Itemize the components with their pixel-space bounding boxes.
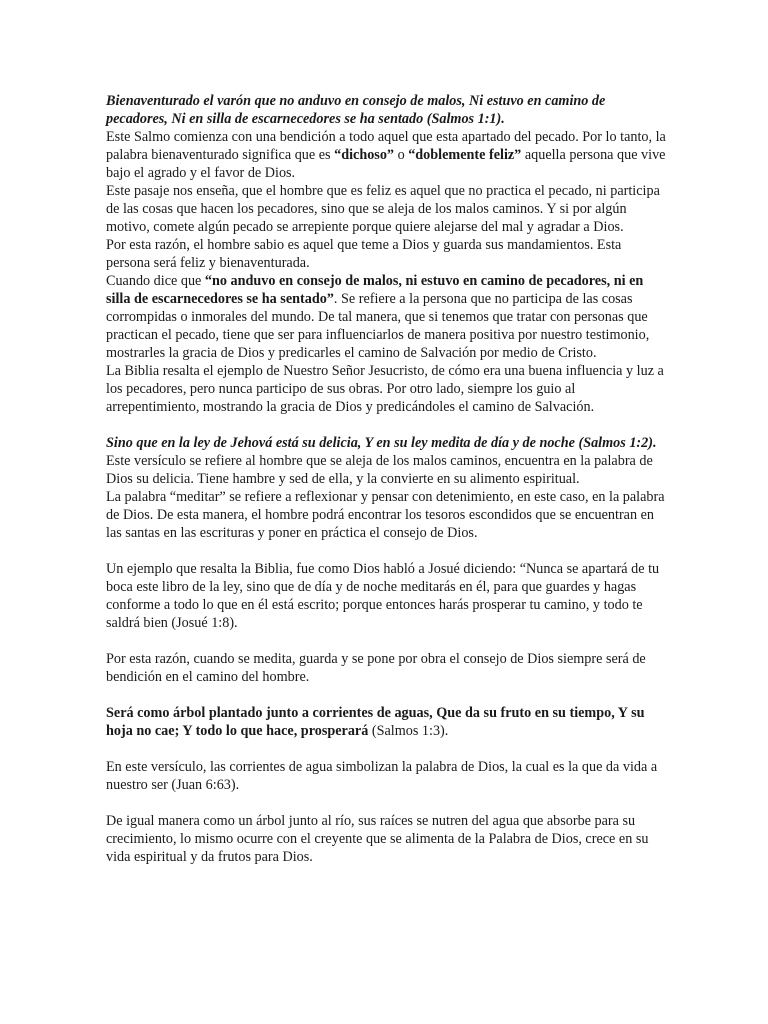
paragraph-gap [106, 632, 668, 650]
text-run: Cuando dice que [106, 273, 205, 289]
text-run: Por esta razón, cuando se medita, guarda y se pone por obra el consejo de Dios siempre será de bendición en el camino del hombre. [106, 651, 646, 685]
text-run: o [394, 147, 409, 163]
paragraph-gap [106, 794, 668, 812]
text-run: En este versículo, las corrientes de agua simbolizan la palabra de Dios, la cual es la que da vida a nuestro ser (Juan 6:63). [106, 759, 658, 793]
paragraph-p12 [106, 704, 668, 740]
paragraph-p14 [106, 812, 668, 866]
text-run: Este Salmo comienza con una bendición a todo aquel que esta apartado del pecado. Por lo tanto, la palabra bienaventurado significa que es [106, 129, 666, 163]
text-run: “dichoso” [334, 147, 395, 163]
text-run: Un ejemplo que resalta la Biblia, fue como Dios habló a Josué diciendo: “Nunca se apartará de tu boca este libro de la ley, sino que de día y de noche meditarás en él, para que guardes y hagas conforme a todo lo que en él está escrito; porque entonces harás prosperar tu camino, y todo te saldrá bien (Josué 1:8). [106, 561, 660, 631]
paragraph-p5 [106, 272, 668, 362]
paragraph-gap [106, 740, 668, 758]
paragraph-p4 [106, 236, 668, 272]
text-run: (Salmos 1:3). [368, 723, 449, 739]
paragraph-gap [106, 686, 668, 704]
paragraph-p10 [106, 560, 668, 632]
paragraph-p13 [106, 758, 668, 794]
text-run: . Se refiere a la persona que no participa de las cosas corrompidas o inmorales del mundo. De tal manera, que si tenemos que tratar con personas que practican el pecado, tiene que ser para influenciarlos de manera positiva por nuestro testimonio, mostrarles la gracia de Dios y predicarles el camino de Salvación por medio de Cristo. [106, 291, 650, 361]
text-run: De igual manera como un árbol junto al río, sus raíces se nutren del agua que absorbe para su crecimiento, lo mismo ocurre con el creyente que se alimenta de la Palabra de Dios, crece en su vida espiritual y da frutos para Dios. [106, 813, 649, 865]
text-run: Sino que en la ley de Jehová está su delicia, Y en su ley medita de día y de noche (Salmos 1:2). [106, 435, 657, 451]
paragraph-p7 [106, 434, 668, 452]
text-run: “doblemente feliz” [408, 147, 522, 163]
text-run: Este versículo se refiere al hombre que se aleja de los malos caminos, encuentra en la palabra de Dios su delicia. Tiene hambre y sed de ella, y la convierte en su alimento espiritual. [106, 453, 653, 487]
paragraph-p1 [106, 92, 668, 128]
paragraph-p3 [106, 182, 668, 236]
paragraph-p8 [106, 452, 668, 488]
text-run: La palabra “meditar” se refiere a reflexionar y pensar con detenimiento, en este caso, en la palabra de Dios. De esta manera, el hombre podrá encontrar los tesoros escondidos que se encuentran en las santas en las escrituras y poner en práctica el consejo de Dios. [106, 489, 665, 541]
paragraph-p9 [106, 488, 668, 542]
text-run: Será como árbol plantado junto a corrientes de aguas, Que da su fruto en su tiempo, Y su hoja no cae; Y todo lo que hace, prosperará [106, 705, 645, 739]
text-run: aquella persona que vive bajo el agrado y el favor de Dios. [106, 147, 666, 181]
paragraph-p6 [106, 362, 668, 416]
paragraph-gap [106, 542, 668, 560]
paragraph-p11 [106, 650, 668, 686]
paragraph-gap [106, 416, 668, 434]
text-run: Por esta razón, el hombre sabio es aquel que teme a Dios y guarda sus mandamientos. Esta persona será feliz y bienaventurada. [106, 237, 622, 271]
text-run: La Biblia resalta el ejemplo de Nuestro Señor Jesucristo, de cómo era una buena influencia y luz a los pecadores, pero nunca participo de sus obras. Por otro lado, siempre los guio al arrepentimiento, mostrando la gracia de Dios y predicándoles el camino de Salvación. [106, 363, 664, 415]
paragraph-p2 [106, 128, 668, 182]
text-run: “no anduvo en consejo de malos, ni estuvo en camino de pecadores, ni en silla de escarnecedores se ha sentado” [106, 273, 644, 307]
text-run: Este pasaje nos enseña, que el hombre que es feliz es aquel que no practica el pecado, ni participa de las cosas que hacen los pecadores, sino que se aleja de los malos caminos. Y si por algún motivo, comete algún pecado se arrepiente porque quiere alejarse del mal y agradar a Dios. [106, 183, 660, 235]
text-run: Bienaventurado el varón que no anduvo en consejo de malos, Ni estuvo en camino de pecadores, Ni en silla de escarnecedores se ha sentado (Salmos 1:1). [106, 93, 606, 127]
